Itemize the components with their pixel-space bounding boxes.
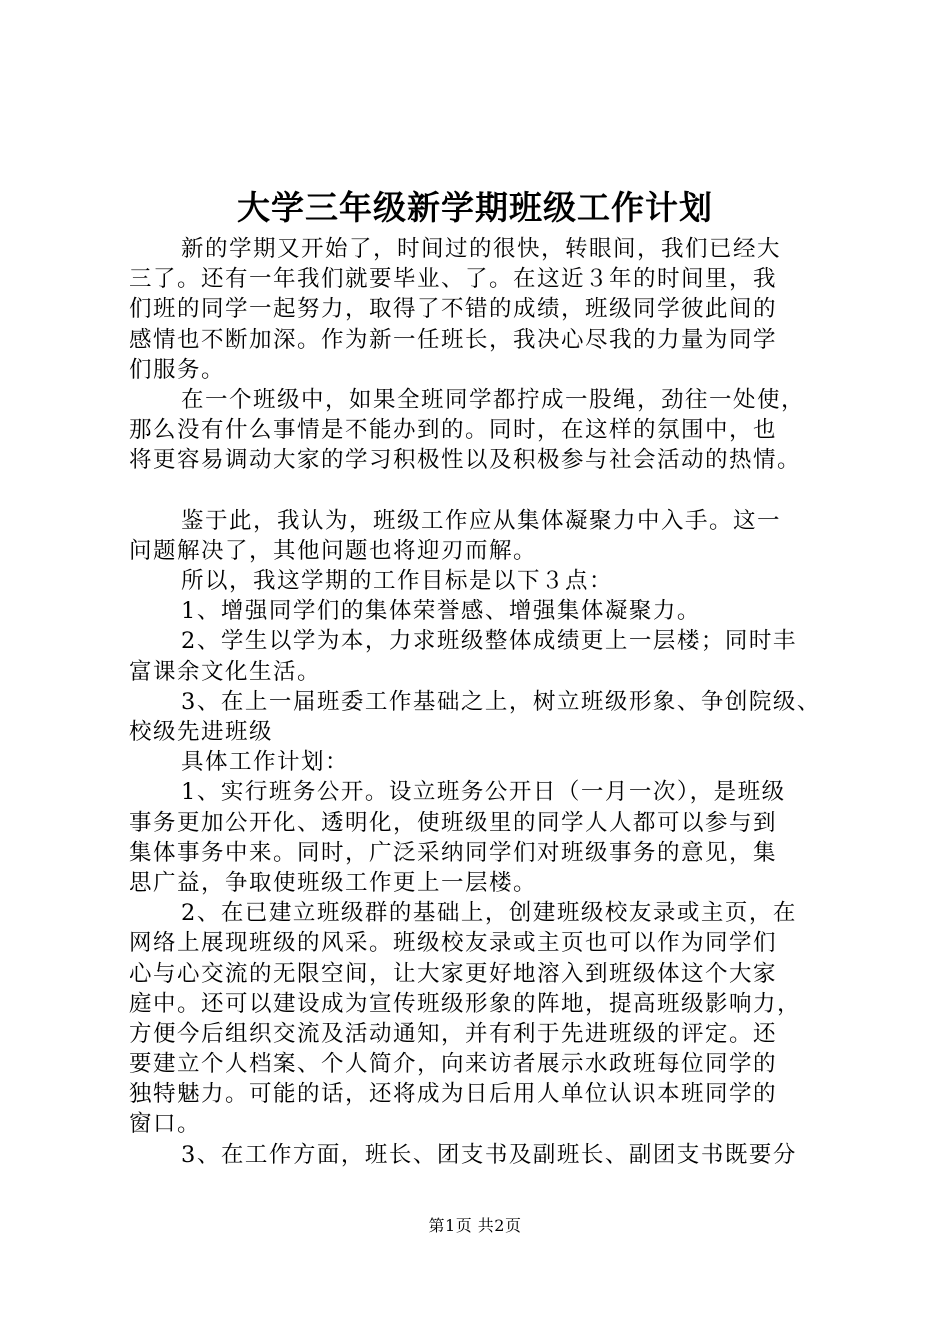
text-line: 心与心交流的无限空间，让大家更好地溶入到班级体这个大家 (129, 960, 778, 987)
blank-line (129, 476, 849, 506)
text-line: 3、在上一届班委工作基础之上，树立班级形象、争创院级、 (181, 688, 821, 715)
text-line: 思广益，争取使班级工作更上一层楼。 (129, 869, 538, 896)
text-line: 2、在已建立班级群的基础上，创建班级校友录或主页，在 (181, 900, 797, 927)
text-line: 鉴于此，我认为，班级工作应从集体凝聚力中入手。这一 (181, 507, 782, 534)
text-line: 富课余文化生活。 (129, 658, 322, 685)
text-line: 在一个班级中，如果全班同学都拧成一股绳，劲往一处使， (181, 386, 806, 413)
text-line: 那么没有什么事情是不能办到的。同时，在这样的氛围中，也 (129, 417, 778, 444)
text-line: 事务更加公开化、透明化，使班级里的同学人人都可以参与到 (129, 809, 778, 836)
text-line: 窗口。 (129, 1111, 202, 1138)
text-line: 1、实行班务公开。设立班务公开日（一月一次），是班级 (181, 779, 786, 806)
text-line: 们服务。 (129, 356, 226, 383)
text-line: 3、在工作方面，班长、团支书及副班长、副团支书既要分 (181, 1141, 797, 1168)
text-line: 新的学期又开始了，时间过的很快，转眼间，我们已经大 (181, 236, 782, 262)
text-line: 所以，我这学期的工作目标是以下３点： (181, 568, 614, 595)
text-line: 独特魅力。可能的话，还将成为日后用人单位认识本班同学的 (129, 1081, 778, 1108)
text-line: 2、学生以学为本，力求班级整体成绩更上一层楼；同时丰 (181, 628, 797, 655)
text-line: 三了。还有一年我们就要毕业、了。在这近３年的时间里，我 (129, 266, 778, 293)
text-line: 问题解决了，其他问题也将迎刃而解。 (129, 537, 538, 564)
text-line: 要建立个人档案、个人简介，向来访者展示水政班每位同学的 (129, 1051, 778, 1078)
text-line: 庭中。还可以建设成为宣传班级形象的阵地，提高班级影响力， (129, 990, 802, 1017)
text-line: 具体工作计划： (181, 749, 350, 776)
text-line: 感情也不断加深。作为新一任班长，我决心尽我的力量为同学 (129, 326, 778, 353)
text-line: 们班的同学一起努力，取得了不错的成绩，班级同学彼此间的 (129, 296, 778, 323)
text-line: 将更容易调动大家的学习积极性以及积极参与社会活动的热情。 (129, 447, 802, 474)
text-line: 校级先进班级 (129, 719, 274, 745)
document-body (129, 234, 849, 1170)
text-line: 网络上展现班级的风采。班级校友录或主页也可以作为同学们 (129, 930, 778, 957)
page-footer: 第1页 共2页 (428, 1216, 522, 1235)
text-line: 1、增强同学们的集体荣誉感、增强集体凝聚力。 (181, 598, 701, 625)
text-line: 集体事务中来。同时，广泛采纳同学们对班级事务的意见，集 (129, 839, 778, 866)
text-line: 方便今后组织交流及活动通知，并有利于先进班级的评定。还 (129, 1020, 778, 1047)
document-title: 大学三年级新学期班级工作计划 (237, 188, 713, 227)
